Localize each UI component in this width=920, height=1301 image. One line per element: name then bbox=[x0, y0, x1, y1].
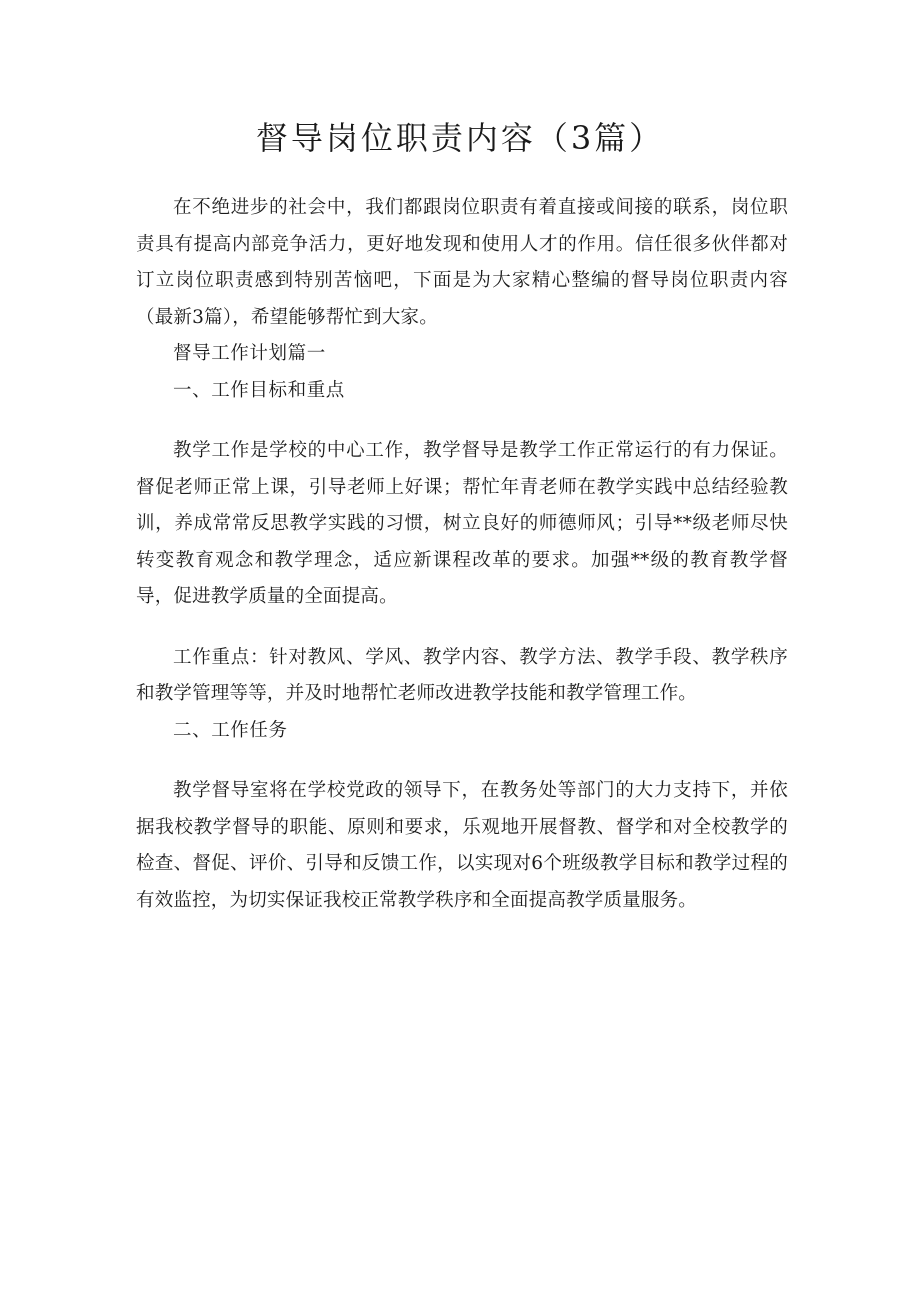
goals-paragraph: 教学工作是学校的中心工作，教学督导是教学工作正常运行的有力保证。督促老师正常上课，引导老师上好课；帮忙年青老师在教学实践中总结经验教训，养成常常反思教学实践的习惯，树立良好的师德师风；引导**级老师尽快转变教育观念和教学理念，适应新课程改革的要求。加强**级的教育教学督导，促进教学质量的全面提高。 bbox=[136, 440, 788, 607]
document-title: 督导岗位职责内容（3篇） bbox=[255, 119, 665, 157]
subheading-goals: 一、工作目标和重点 bbox=[173, 379, 345, 401]
tasks-paragraph: 教学督导室将在学校党政的领导下，在教务处等部门的大力支持下，并依据我校教学督导的职能、原则和要求，乐观地开展督教、督学和对全校教学的检查、督促、评价、引导和反馈工作，以实现对6个班级教学目标和教学过程的有效监控，为切实保证我校正常教学秩序和全面提高教学质量服务。 bbox=[136, 780, 788, 911]
document-body bbox=[136, 190, 788, 919]
subheading-tasks: 二、工作任务 bbox=[173, 719, 288, 741]
section-heading-plan-one: 督导工作计划篇一 bbox=[173, 343, 326, 364]
intro-paragraph: 在不绝进步的社会中，我们都跟岗位职责有着直接或间接的联系，岗位职责具有提高内部竞争活力，更好地发现和使用人才的作用。信任很多伙伴都对订立岗位职责感到特别苦恼吧，下面是为大家精心整编的督导岗位职责内容（最新3篇），希望能够帮忙到大家。 bbox=[136, 197, 788, 328]
focus-paragraph: 工作重点：针对教风、学风、教学内容、教学方法、教学手段、教学秩序和教学管理等等，并及时地帮忙老师改进教学技能和教学管理工作。 bbox=[136, 646, 788, 704]
